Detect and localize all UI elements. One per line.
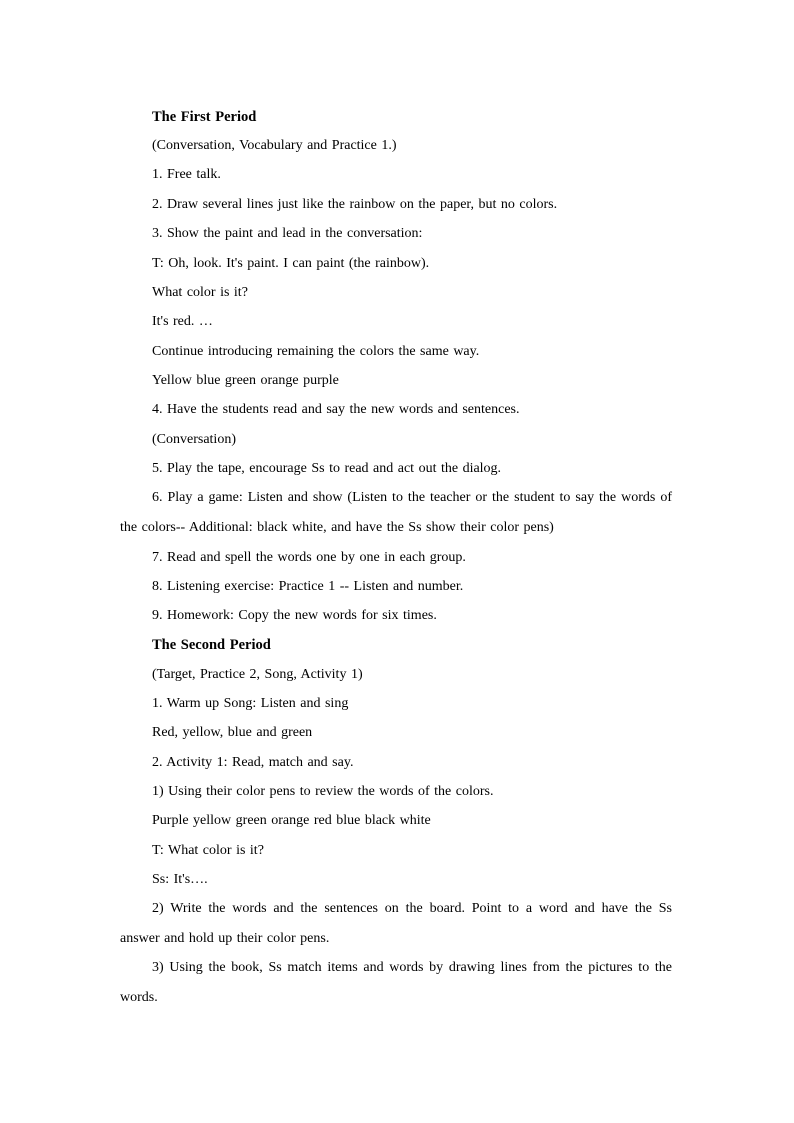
paragraph-line: It's red. … bbox=[152, 314, 213, 329]
paragraph-line: 2. Activity 1: Read, match and say. bbox=[152, 755, 354, 770]
paragraph-line: Purple yellow green orange red blue black white bbox=[152, 813, 431, 828]
section-subtitle: (Conversation, Vocabulary and Practice 1.) bbox=[152, 138, 397, 153]
paragraph-line: Ss: It's…. bbox=[152, 872, 208, 887]
paragraph-line: 9. Homework: Copy the new words for six times. bbox=[152, 608, 437, 623]
paragraph-line: Red, yellow, blue and green bbox=[152, 725, 313, 740]
paragraph-line: 8. Listening exercise: Practice 1 -- Listen and number. bbox=[152, 579, 464, 594]
paragraph-line: 2. Draw several lines just like the rainbow on the paper, but no colors. bbox=[152, 197, 558, 212]
paragraph-line: (Conversation) bbox=[152, 432, 236, 447]
paragraph-wrapped: 3) Using the book, Ss match items and words by drawing lines from the pictures to the words. bbox=[120, 960, 672, 1005]
paragraph-line: 1) Using their color pens to review the words of the colors. bbox=[152, 784, 494, 799]
paragraph-line: 4. Have the students read and say the new words and sentences. bbox=[152, 402, 520, 417]
paragraph-wrapped: 2) Write the words and the sentences on the board. Point to a word and have the Ss answer and hold up their color pens. bbox=[120, 901, 672, 946]
section-heading: The Second Period bbox=[152, 637, 271, 653]
paragraph-line: T: Oh, look. It's paint. I can paint (the rainbow). bbox=[152, 256, 430, 271]
paragraph-line: 1. Free talk. bbox=[152, 167, 221, 182]
paragraph-line: 5. Play the tape, encourage Ss to read and act out the dialog. bbox=[152, 461, 502, 476]
paragraph-line: 7. Read and spell the words one by one in each group. bbox=[152, 550, 466, 565]
paragraph-line: Yellow blue green orange purple bbox=[152, 373, 339, 388]
paragraph-wrapped: 6. Play a game: Listen and show (Listen to the teacher or the student to say the words of the colors-- Additional: black white, and have the Ss show their color pens) bbox=[120, 490, 672, 535]
section-heading: The First Period bbox=[152, 109, 257, 125]
paragraph-line: 3. Show the paint and lead in the conversation: bbox=[152, 226, 423, 241]
section-subtitle: (Target, Practice 2, Song, Activity 1) bbox=[152, 667, 363, 682]
paragraph-line: T: What color is it? bbox=[152, 843, 264, 858]
paragraph-line: What color is it? bbox=[152, 285, 248, 300]
paragraph-line: 1. Warm up Song: Listen and sing bbox=[152, 696, 349, 711]
paragraph-line: Continue introducing remaining the colors the same way. bbox=[152, 344, 480, 359]
